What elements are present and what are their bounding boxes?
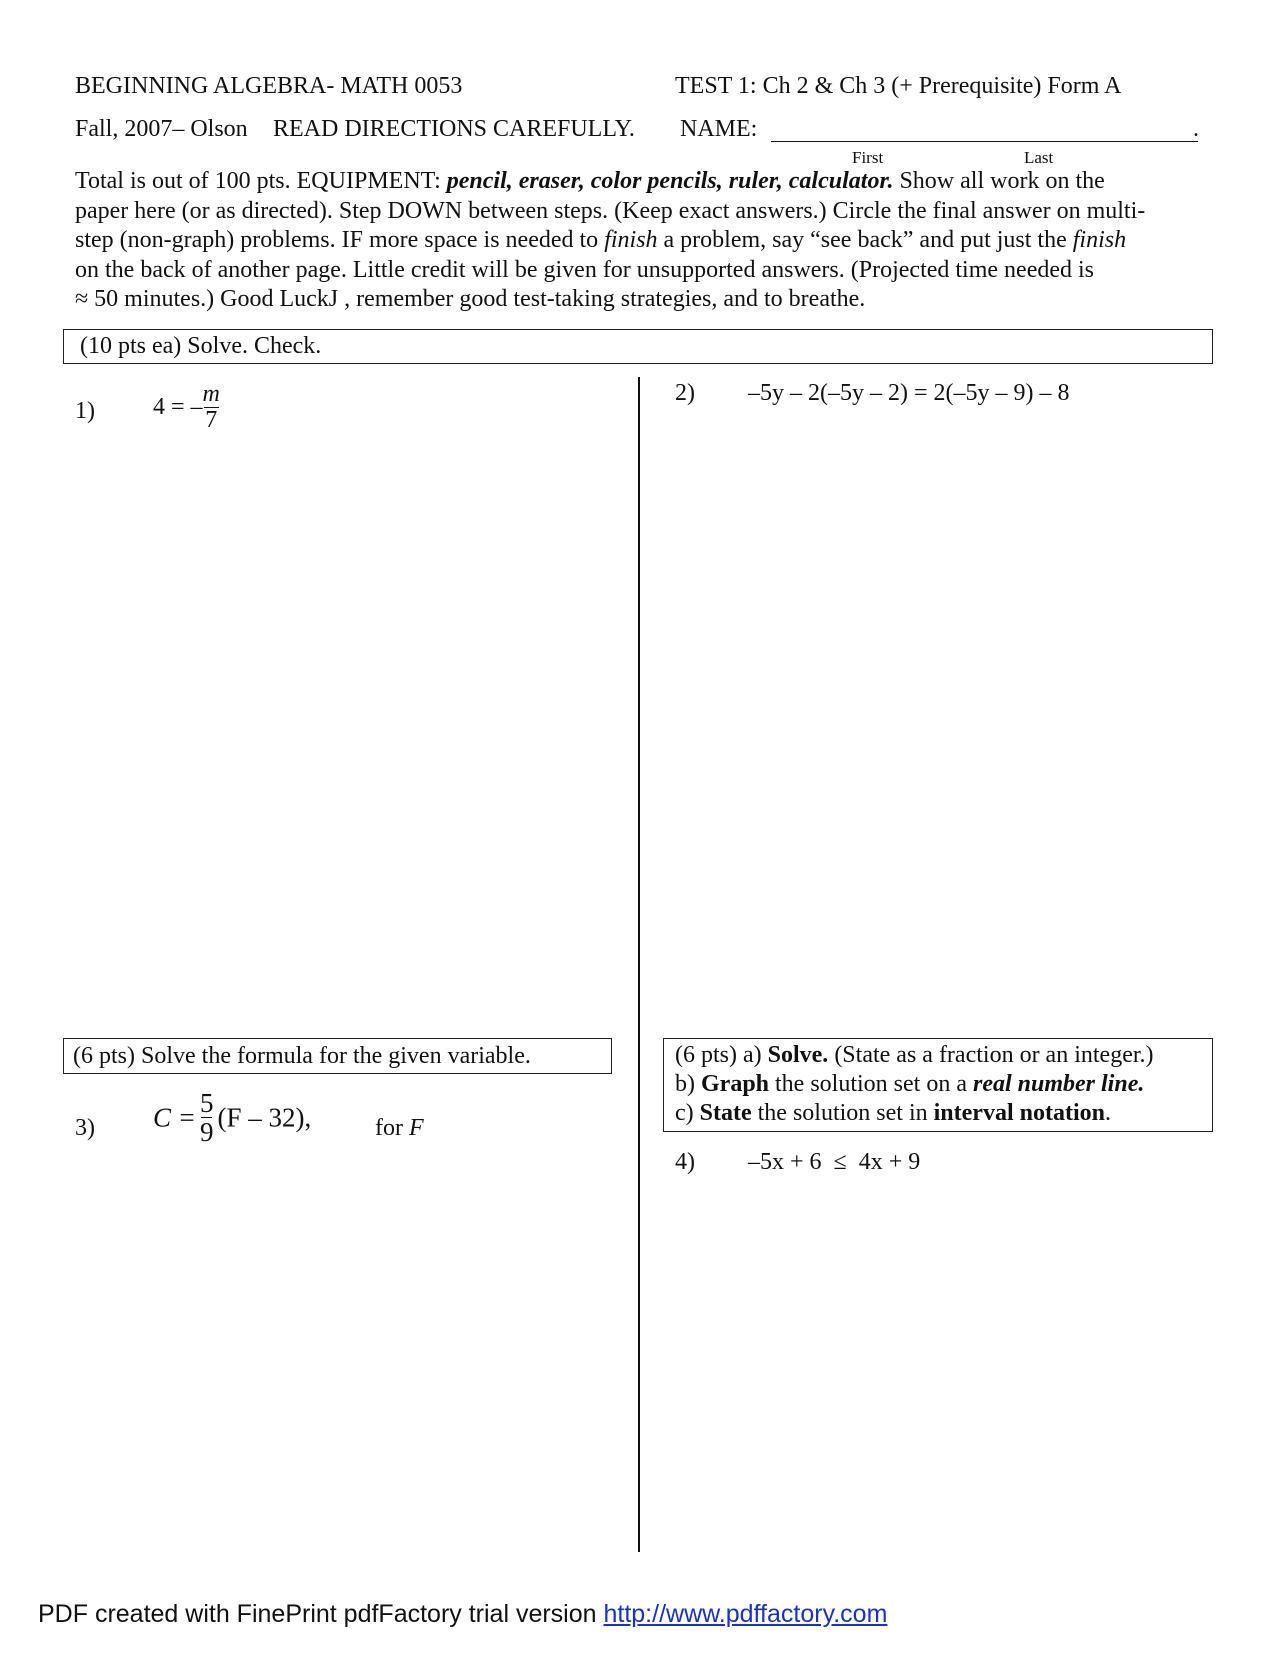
section-4-header-box (663, 1038, 1213, 1132)
section-4-line-c: c) State the solution set in interval notation. (675, 1100, 1111, 1126)
equipment-list: pencil, eraser, color pencils, ruler, calculator. (446, 168, 894, 194)
problem-3-number: 3) (75, 1115, 95, 1141)
term-instructor: Fall, 2007– Olson (75, 116, 248, 142)
problem-1-fraction: $\frac{m}{7}$ (202, 381, 220, 434)
first-name-label: First (852, 148, 884, 167)
column-divider (638, 377, 640, 1552)
problem-3-lhs: C = (153, 1102, 196, 1133)
instructions-line-1: Total is out of 100 pts. EQUIPMENT: pencil, eraser, color pencils, ruler, calculator. Show all work on the (75, 168, 1105, 194)
section-3-header-box (63, 1038, 612, 1074)
instructions-line-3: step (non-graph) problems. IF more space is needed to finish a problem, say “see back” and put just the finish (75, 227, 1127, 253)
problem-1-equation (153, 382, 220, 433)
instructions-line-5: ≈ 50 minutes.) Good LuckJ , remember good test-taking strategies, and to breathe. (75, 286, 866, 312)
problem-2-equation: –5y – 2(–5y – 2) = 2(–5y – 9) – 8 (748, 380, 1070, 406)
problem-3-fraction: $\frac{5}{9}$ (199, 1088, 214, 1148)
test-title: TEST 1: Ch 2 & Ch 3 (+ Prerequisite) Form A (675, 73, 1122, 99)
problem-3-rhs: (F – 32), (217, 1102, 312, 1133)
name-label: NAME: (680, 116, 758, 142)
problem-4-number: 4) (675, 1149, 695, 1175)
problem-3-for: for F (375, 1115, 424, 1141)
section-4-line-b: b) Graph the solution set on a real number line. (675, 1071, 1145, 1097)
instructions-line-4: on the back of another page. Little credit will be given for unsupported answers. (Projected time needed is (75, 256, 1095, 283)
instructions-paragraph (75, 167, 1205, 315)
name-end-period: . (1193, 116, 1199, 142)
section-1-label: (10 pts ea) Solve. Check. (80, 333, 322, 359)
last-name-label: Last (1024, 148, 1054, 167)
section-4-line-a: (6 pts) a) Solve. (State as a fraction or an integer.) (675, 1042, 1154, 1068)
problem-4-inequality: –5x + 6 ≤ 4x + 9 (748, 1149, 921, 1175)
instructions-line-2: paper here (or as directed). Step DOWN between steps. (Keep exact answers.) Circle the final answer on multi- (75, 197, 1146, 224)
problem-1-number: 1) (75, 398, 95, 424)
footer-link[interactable]: http://www.pdffactory.com (603, 1600, 888, 1628)
course-title: BEGINNING ALGEBRA- MATH 0053 (75, 73, 463, 99)
footer-text: PDF created with FinePrint pdfFactory trial version (38, 1600, 604, 1628)
name-line[interactable] (771, 141, 1198, 142)
section-3-label: (6 pts) Solve the formula for the given variable. (73, 1043, 531, 1069)
directions-note: READ DIRECTIONS CAREFULLY. (273, 116, 635, 142)
section-1-header-box (63, 329, 1213, 364)
problem-1-lhs: 4 = – (153, 394, 203, 421)
pdf-footer (38, 1600, 887, 1629)
problem-2-number: 2) (675, 380, 695, 406)
problem-3-formula (153, 1089, 311, 1147)
